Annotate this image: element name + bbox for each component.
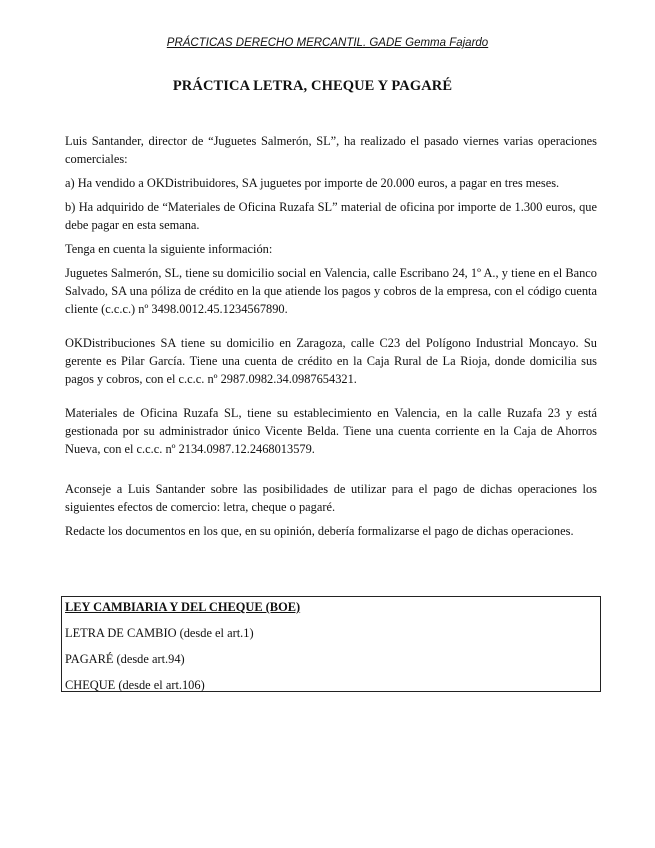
- ruzafa-info-paragraph: Materiales de Oficina Ruzafa SL, tiene su establecimiento en Valencia, en la calle Ruzafa 23 y está gestionada por su administrador único Vicente Belda. Tiene una cuenta corriente en la Caja de Ahorros Nueva, con el c.c.c. nº 2134.0987.12.2468013579.: [65, 406, 597, 456]
- document-body: [65, 132, 597, 546]
- info-intro-paragraph: Tenga en cuenta la siguiente información:: [65, 242, 273, 256]
- law-reference-heading: LEY CAMBIARIA Y DEL CHEQUE (BOE): [65, 600, 301, 614]
- reference-item-pagare: PAGARÉ (desde art.94): [65, 652, 185, 666]
- advice-task-paragraph: Aconseje a Luis Santander sobre las posibilidades de utilizar para el pago de dichas operaciones los siguientes efectos de comercio: letra, cheque o pagaré.: [65, 482, 597, 514]
- document-title: PRÁCTICA LETRA, CHEQUE Y PAGARÉ: [172, 78, 453, 94]
- page-header: PRÁCTICAS DERECHO MERCANTIL. GADE Gemma Fajardo: [166, 37, 489, 49]
- law-reference-box: [61, 596, 601, 692]
- okdistribuciones-info-paragraph: OKDistribuciones SA tiene su domicilio en Zaragoza, calle C23 del Polígono Industrial Moncayo. Su gerente es Pilar García. Tiene una cuenta de crédito en la Caja Rural de La Rioja, donde domicilia sus pagos y cobros, con el c.c.c. nº 2987.0982.34.0987654321.: [65, 336, 597, 386]
- operation-a-paragraph: a) Ha vendido a OKDistribuidores, SA juguetes por importe de 20.000 euros, a pagar en tres meses.: [65, 176, 560, 190]
- reference-item-cheque: CHEQUE (desde el art.106): [65, 678, 205, 692]
- intro-paragraph: Luis Santander, director de “Juguetes Salmerón, SL”, ha realizado el pasado viernes varias operaciones comerciales:: [65, 134, 597, 166]
- operation-b-paragraph: b) Ha adquirido de “Materiales de Oficina Ruzafa SL” material de oficina por importe de 1.300 euros, que debe pagar en esta semana.: [65, 200, 597, 232]
- drafting-task-paragraph: Redacte los documentos en los que, en su opinión, debería formalizarse el pago de dichas operaciones.: [65, 524, 574, 538]
- juguetes-info-paragraph: Juguetes Salmerón, SL, tiene su domicilio social en Valencia, calle Escribano 24, 1º A., y tiene en el Banco Salvado, SA una póliza de crédito en la que atiende los pagos y cobros de la empresa, con el código cuenta cliente (c.c.c.) nº 3498.0012.45.1234567890.: [65, 266, 597, 316]
- reference-item-letra: LETRA DE CAMBIO (desde el art.1): [65, 626, 254, 640]
